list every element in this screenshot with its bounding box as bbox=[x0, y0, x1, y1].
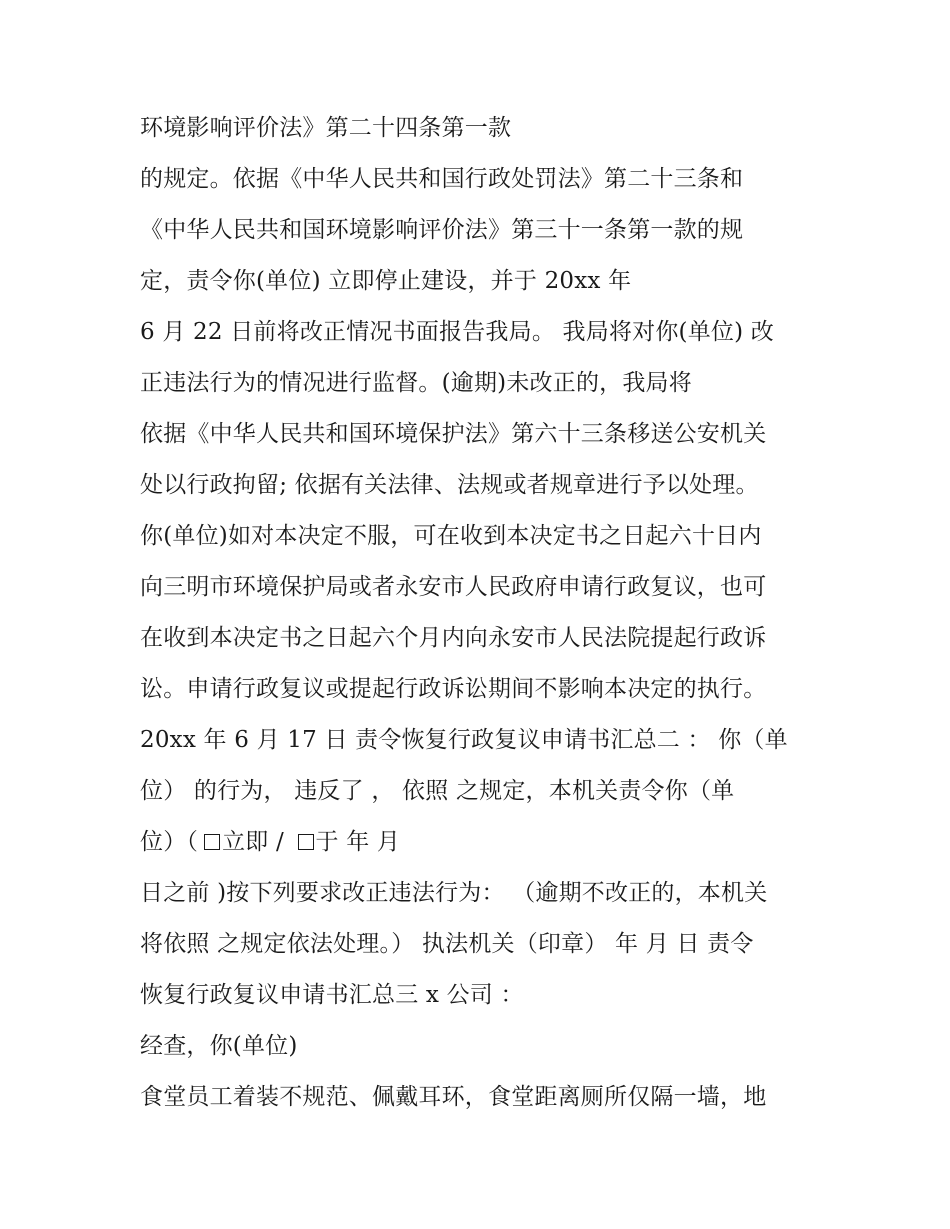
text-line: 6 月 22 日前将改正情况书面报告我局。 我局将对你(单位) 改 bbox=[140, 319, 775, 345]
text-line: 恢复行政复议申请书汇总三 x 公司 ： bbox=[140, 982, 524, 1008]
text-line: 食堂员工着装不规范、佩戴耳环，食堂距离厕所仅隔一墙，地 bbox=[140, 1084, 767, 1110]
option-separator: / bbox=[268, 829, 292, 855]
checkbox-immediately[interactable] bbox=[204, 834, 220, 850]
text-line: 《中华人民共和国环境影响评价法》第三十一条第一款的规 bbox=[140, 217, 744, 243]
text-line: 日之前 )按下列要求改正违法行为： （逾期不改正的，本机关 bbox=[140, 880, 768, 906]
text-line: 将依照 之规定依法处理。） 执法机关（印章） 年 月 日 责令 bbox=[140, 931, 754, 957]
text-line: 向三明市环境保护局或者永安市人民政府申请行政复议，也可 bbox=[140, 574, 767, 600]
text-line: 定，责令你(单位) 立即停止建设，并于 20xx 年 bbox=[140, 268, 632, 294]
text-line: 20xx 年 6 月 17 日 责令恢复行政复议申请书汇总二 ： 你（单 bbox=[140, 727, 788, 753]
text-line: 你(单位)如对本决定不服，可在收到本决定书之日起六十日内 bbox=[140, 523, 762, 549]
text-line: 处以行政拘留; 依据有关法律、法规或者规章进行予以处理。 bbox=[140, 472, 759, 498]
text-line: 环境影响评价法》第二十四条第一款 bbox=[140, 115, 512, 141]
line-prefix: 位）（ bbox=[140, 829, 199, 855]
text-line: 正违法行为的情况进行监督。(逾期)未改正的，我局将 bbox=[140, 370, 692, 396]
option-immediately-label: 立即 bbox=[222, 829, 269, 855]
text-line: 的规定。依据《中华人民共和国行政处罚法》第二十三条和 bbox=[140, 166, 744, 192]
checkbox-deadline[interactable] bbox=[298, 834, 314, 850]
text-line: 经查，你(单位) bbox=[140, 1033, 298, 1059]
text-line: 依据《中华人民共和国环境保护法》第六十三条移送公安机关 bbox=[140, 421, 767, 447]
option-deadline-label: 于 年 月 bbox=[315, 829, 401, 855]
text-line: 位） 的行为， 违反了 ， 依照 之规定，本机关责令你（单 bbox=[140, 778, 735, 804]
text-line-with-checkboxes bbox=[140, 827, 400, 857]
text-line: 讼。申请行政复议或提起行政诉讼期间不影响本决定的执行。 bbox=[140, 676, 767, 702]
text-line: 在收到本决定书之日起六个月内向永安市人民法院提起行政诉 bbox=[140, 625, 767, 651]
